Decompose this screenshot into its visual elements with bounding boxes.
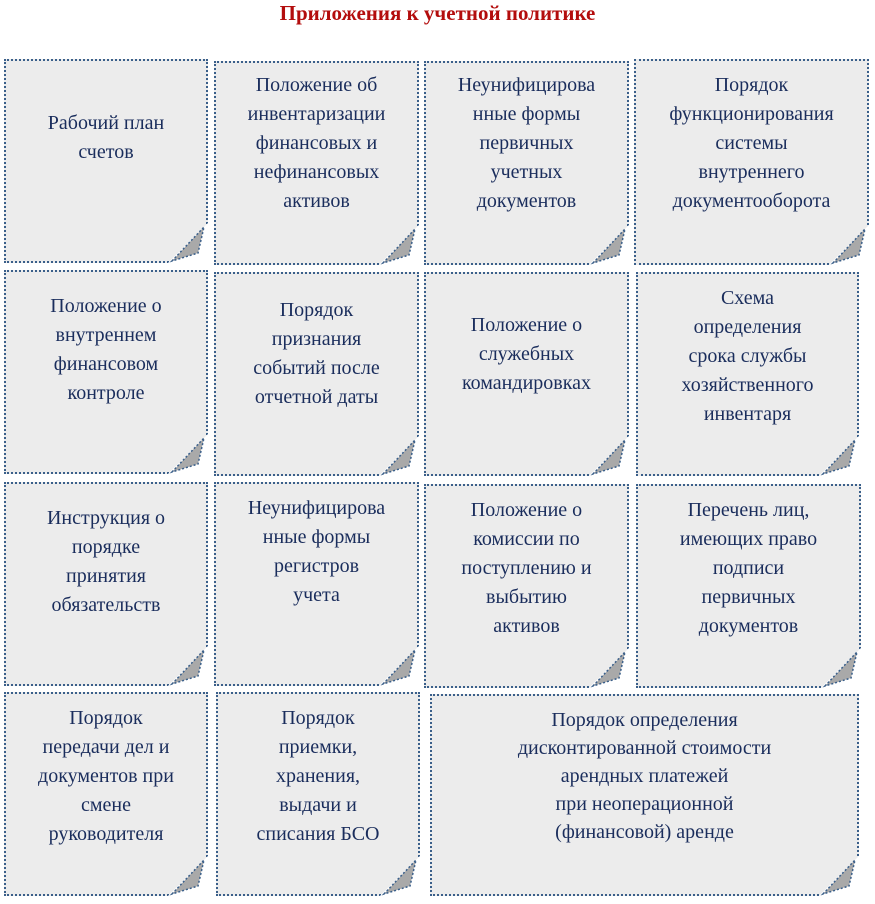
card-document-flow-order	[634, 59, 869, 265]
card-inventory-service-life	[636, 272, 859, 476]
card-events-after-reporting-date	[214, 272, 419, 476]
card-discounted-lease-value	[430, 694, 859, 896]
page-curl-icon	[829, 225, 869, 265]
card-bso-handling	[216, 692, 420, 896]
card-label: Положение об инвентаризации финансовых и нефинансовых активов	[247, 74, 386, 212]
page-curl-icon	[168, 434, 208, 474]
page-title: Приложения к учетной политике	[279, 1, 596, 25]
card-nonunified-primary-forms	[424, 61, 629, 265]
card-nonunified-register-forms	[214, 482, 419, 686]
card-inventory-regulation	[214, 61, 419, 265]
page-curl-icon	[589, 436, 629, 476]
page-curl-icon	[168, 646, 208, 686]
card-label: Перечень лиц, имеющих право подписи первичных документов	[679, 499, 818, 637]
page-curl-icon	[379, 225, 419, 265]
page-curl-icon	[819, 856, 859, 896]
page-curl-icon	[589, 225, 629, 265]
page-curl-icon	[821, 648, 861, 688]
card-label: Схема определения срока службы хозяйственного инвентаря	[681, 287, 814, 425]
card-label: Положение о внутреннем финансовом контроле	[50, 295, 162, 404]
page-curl-icon	[819, 436, 859, 476]
card-label: Порядок признания событий после отчетной даты	[253, 299, 380, 408]
card-obligations-instruction	[4, 482, 208, 686]
card-label: Порядок приемки, хранения, выдачи и списания БСО	[256, 707, 380, 845]
card-signature-rights-list	[636, 484, 861, 688]
page-curl-icon	[379, 436, 419, 476]
page-curl-icon	[589, 648, 629, 688]
card-label: Рабочий план счетов	[47, 112, 165, 163]
card-transfer-of-affairs	[4, 692, 208, 896]
card-working-chart-of-accounts	[4, 59, 208, 263]
card-label: Порядок передачи дел и документов при смене руководителя	[38, 707, 174, 845]
card-business-trips	[424, 272, 629, 476]
page-curl-icon	[379, 646, 419, 686]
card-label: Порядок функционирования системы внутреннего документооборота	[669, 74, 834, 212]
card-label: Положение о служебных командировках	[461, 314, 592, 394]
card-label: Порядок определения дисконтированной стоимости арендных платежей при неоперационной (финансовой) аренде	[517, 709, 772, 843]
card-label: Положение о комиссии по поступлению и выбытию активов	[461, 499, 592, 637]
page-curl-icon	[168, 223, 208, 263]
card-label: Инструкция о порядке принятия обязательств	[46, 507, 166, 616]
page-curl-icon	[168, 856, 208, 896]
card-label: Неунифицирова нные формы первичных учетных документов	[457, 74, 596, 212]
page-curl-icon	[380, 856, 420, 896]
card-label: Неунифицирова нные формы регистров учета	[247, 497, 386, 606]
card-internal-financial-control	[4, 270, 208, 474]
card-assets-commission	[424, 484, 629, 688]
